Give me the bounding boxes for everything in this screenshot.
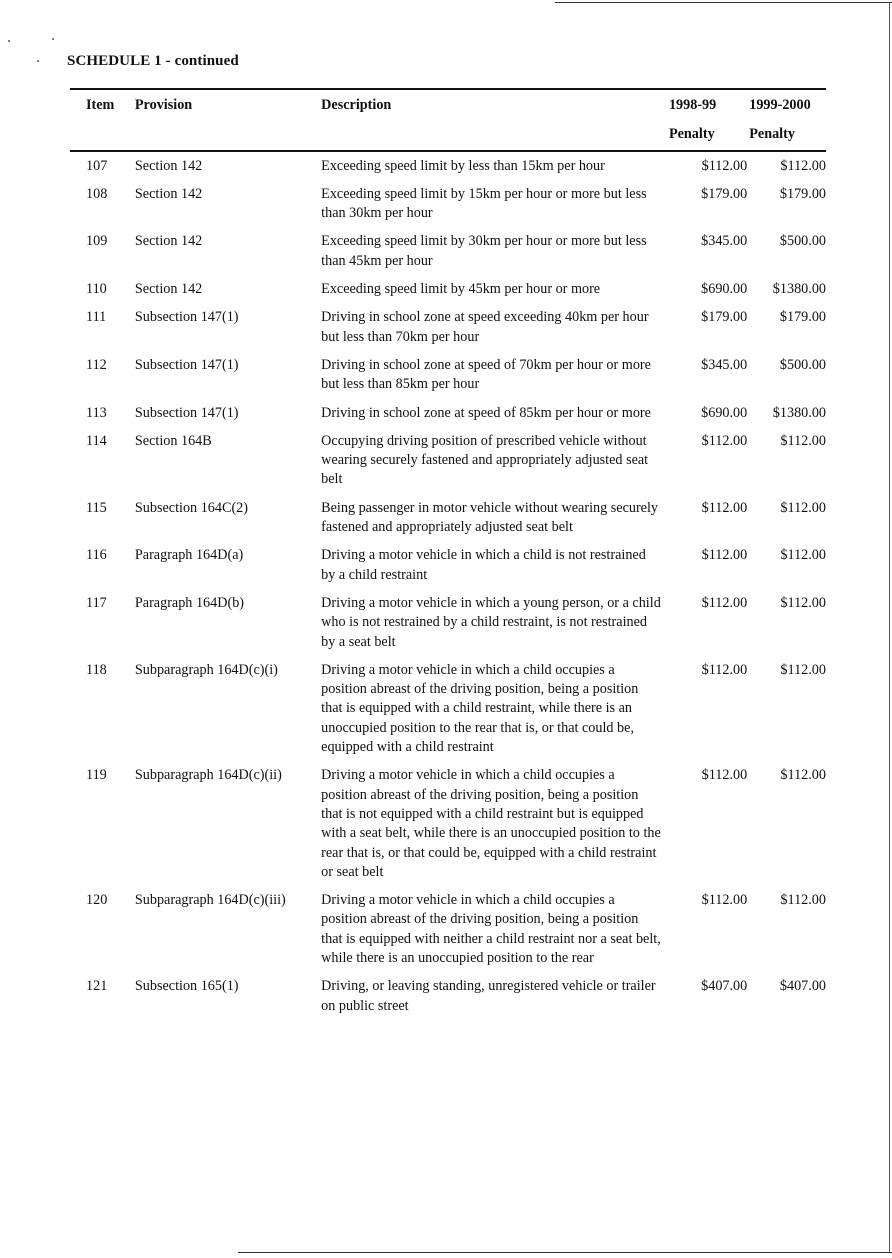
- penalty-1998-99-cell: $407.00: [701, 978, 748, 995]
- header-row: [70, 89, 826, 115]
- penalty-1998-99-cell: $690.00: [701, 404, 748, 421]
- item-cell: 120: [86, 892, 108, 909]
- description-cell: Driving a motor vehicle in which a child is not restrained by a child restraint: [321, 547, 646, 583]
- provision-cell: Subsection 147(1): [134, 309, 239, 326]
- table-row: [70, 185, 826, 233]
- penalty-1999-2000-cell: $112.00: [780, 157, 826, 174]
- provision-cell: Section 142: [134, 281, 203, 298]
- description-cell: Driving in school zone at speed of 85km per hour or more: [321, 404, 651, 421]
- table-row: [70, 404, 826, 432]
- col-year1-header: 1998-99: [669, 89, 749, 115]
- table-row: [70, 499, 826, 547]
- item-cell: 107: [86, 157, 108, 174]
- item-cell: 113: [86, 404, 107, 421]
- provision-cell: Subparagraph 164D(c)(i): [134, 661, 278, 678]
- provision-cell: Subsection 165(1): [134, 978, 239, 995]
- table-row: [70, 977, 826, 1025]
- penalty-1998-99-cell: $179.00: [701, 185, 748, 202]
- table-row: [70, 232, 826, 280]
- col-description-header: Description: [321, 89, 669, 115]
- table-row: [70, 766, 826, 891]
- penalty-1999-2000-cell: $112.00: [780, 594, 826, 611]
- table-row: [70, 280, 826, 308]
- item-cell: 108: [86, 185, 108, 202]
- penalty-1999-2000-cell: $1380.00: [772, 404, 826, 421]
- penalty-1999-2000-cell: $500.00: [779, 233, 826, 250]
- scan-edge-bottom: [238, 1252, 892, 1253]
- penalty-1999-2000-cell: $112.00: [780, 432, 826, 449]
- col-year2-header: 1999-2000: [749, 89, 826, 115]
- item-cell: 110: [86, 281, 107, 298]
- table-row: [70, 546, 826, 594]
- scan-speck: [37, 60, 39, 62]
- penalty-1999-2000-cell: $179.00: [779, 185, 826, 202]
- item-cell: 118: [86, 661, 107, 678]
- description-cell: Driving in school zone at speed of 70km per hour or more but less than 85km per hour: [321, 356, 651, 393]
- penalty-1998-99-cell: $179.00: [701, 309, 748, 326]
- provision-cell: Subsection 147(1): [134, 356, 239, 373]
- penalty-1999-2000-cell: $179.00: [779, 309, 826, 326]
- provision-cell: Paragraph 164D(a): [134, 547, 244, 564]
- description-cell: Driving a motor vehicle in which a young person, or a child who is not restrained by a child restraint, is not restrained by a seat belt: [321, 594, 661, 650]
- provision-cell: Subparagraph 164D(c)(iii): [134, 892, 286, 909]
- col-item-header: Item: [70, 89, 135, 115]
- table-row: [70, 308, 826, 356]
- table-row: [70, 356, 826, 404]
- description-cell: Driving a motor vehicle in which a child occupies a position abreast of the driving position, being a position that is equipped with a child restraint, while there is an unoccupied position to the rear that is, or that could be, equipped with a child restraint: [321, 661, 639, 756]
- penalty-1998-99-cell: $112.00: [701, 157, 748, 174]
- item-cell: 114: [86, 432, 107, 449]
- provision-cell: Section 142: [134, 185, 203, 202]
- penalty-1998-99-cell: $112.00: [701, 892, 748, 909]
- penalty-1998-99-cell: $112.00: [701, 547, 748, 564]
- item-cell: 121: [86, 978, 108, 995]
- penalty-1998-99-cell: $112.00: [701, 767, 748, 784]
- scan-edge-top: [555, 2, 892, 3]
- penalty-1999-2000-cell: $112.00: [780, 499, 826, 516]
- item-cell: 111: [86, 309, 107, 326]
- provision-cell: Subsection 164C(2): [134, 499, 248, 516]
- penalty-1998-99-cell: $345.00: [701, 356, 748, 373]
- description-cell: Being passenger in motor vehicle without wearing securely fastened and appropriately adjusted seat belt: [321, 499, 659, 536]
- description-cell: Driving a motor vehicle in which a child occupies a position abreast of the driving position, being a position that is equipped with neither a child restraint nor a seat belt, while there is an unoccupied position to the rear: [321, 892, 661, 966]
- scan-speck: [52, 38, 54, 40]
- table-row: [70, 432, 826, 499]
- penalty-1998-99-cell: $112.00: [701, 432, 748, 449]
- penalty-schedule-table: [70, 88, 826, 1025]
- item-cell: 115: [86, 499, 107, 516]
- description-cell: Driving, or leaving standing, unregistered vehicle or trailer on public street: [321, 978, 656, 1014]
- description-cell: Exceeding speed limit by 15km per hour or more but less than 30km per hour: [321, 185, 647, 222]
- penalty-1999-2000-cell: $112.00: [780, 767, 826, 784]
- table-row: [70, 594, 826, 661]
- schedule-heading: SCHEDULE 1 - continued: [67, 53, 239, 69]
- penalty-1999-2000-cell: $112.00: [780, 892, 826, 909]
- provision-cell: Paragraph 164D(b): [134, 594, 245, 611]
- provision-cell: Subparagraph 164D(c)(ii): [134, 767, 282, 784]
- penalty-1999-2000-cell: $500.00: [779, 356, 826, 373]
- item-cell: 119: [86, 767, 107, 784]
- penalty-1999-2000-cell: $1380.00: [772, 281, 826, 298]
- scan-speck: [8, 40, 10, 42]
- penalty-1999-2000-cell: $407.00: [779, 978, 826, 995]
- provision-cell: Section 142: [134, 233, 203, 250]
- item-cell: 117: [86, 594, 107, 611]
- description-cell: Driving in school zone at speed exceeding 40km per hour but less than 70km per hour: [321, 309, 649, 345]
- table-row: [70, 151, 826, 185]
- col-provision-header: Provision: [135, 89, 321, 115]
- description-cell: Driving a motor vehicle in which a child occupies a position abreast of the driving position, being a position that is not equipped with a child restraint but is equipped with a seat belt, while there is an unoccupied position to the rear that is, or that could be, equipped with a child restraint or seat belt: [321, 767, 661, 880]
- description-cell: Exceeding speed limit by less than 15km per hour: [321, 157, 605, 174]
- item-cell: 109: [86, 233, 108, 250]
- description-cell: Exceeding speed limit by 45km per hour or more: [321, 281, 601, 298]
- item-cell: 112: [86, 356, 107, 373]
- penalty-1999-2000-cell: $112.00: [780, 661, 826, 678]
- col-penalty1-header: Penalty: [669, 115, 749, 150]
- item-cell: 116: [86, 547, 107, 564]
- description-cell: Exceeding speed limit by 30km per hour or more but less than 45km per hour: [321, 233, 647, 269]
- penalty-1998-99-cell: $690.00: [701, 281, 748, 298]
- table-row: [70, 661, 826, 766]
- scan-edge-right: [889, 2, 890, 1253]
- col-penalty2-header: Penalty: [749, 115, 826, 150]
- header-subrow: [70, 115, 826, 150]
- provision-cell: Subsection 147(1): [134, 404, 239, 421]
- penalty-1998-99-cell: $112.00: [701, 594, 748, 611]
- penalty-1998-99-cell: $112.00: [701, 661, 748, 678]
- provision-cell: Section 164B: [134, 432, 212, 449]
- description-cell: Occupying driving position of prescribed vehicle without wearing securely fastened and appropriately adjusted seat belt: [321, 432, 649, 488]
- provision-cell: Section 142: [134, 157, 203, 174]
- penalty-1999-2000-cell: $112.00: [780, 547, 826, 564]
- penalty-1998-99-cell: $112.00: [701, 499, 748, 516]
- table-row: [70, 891, 826, 977]
- penalty-1998-99-cell: $345.00: [701, 233, 748, 250]
